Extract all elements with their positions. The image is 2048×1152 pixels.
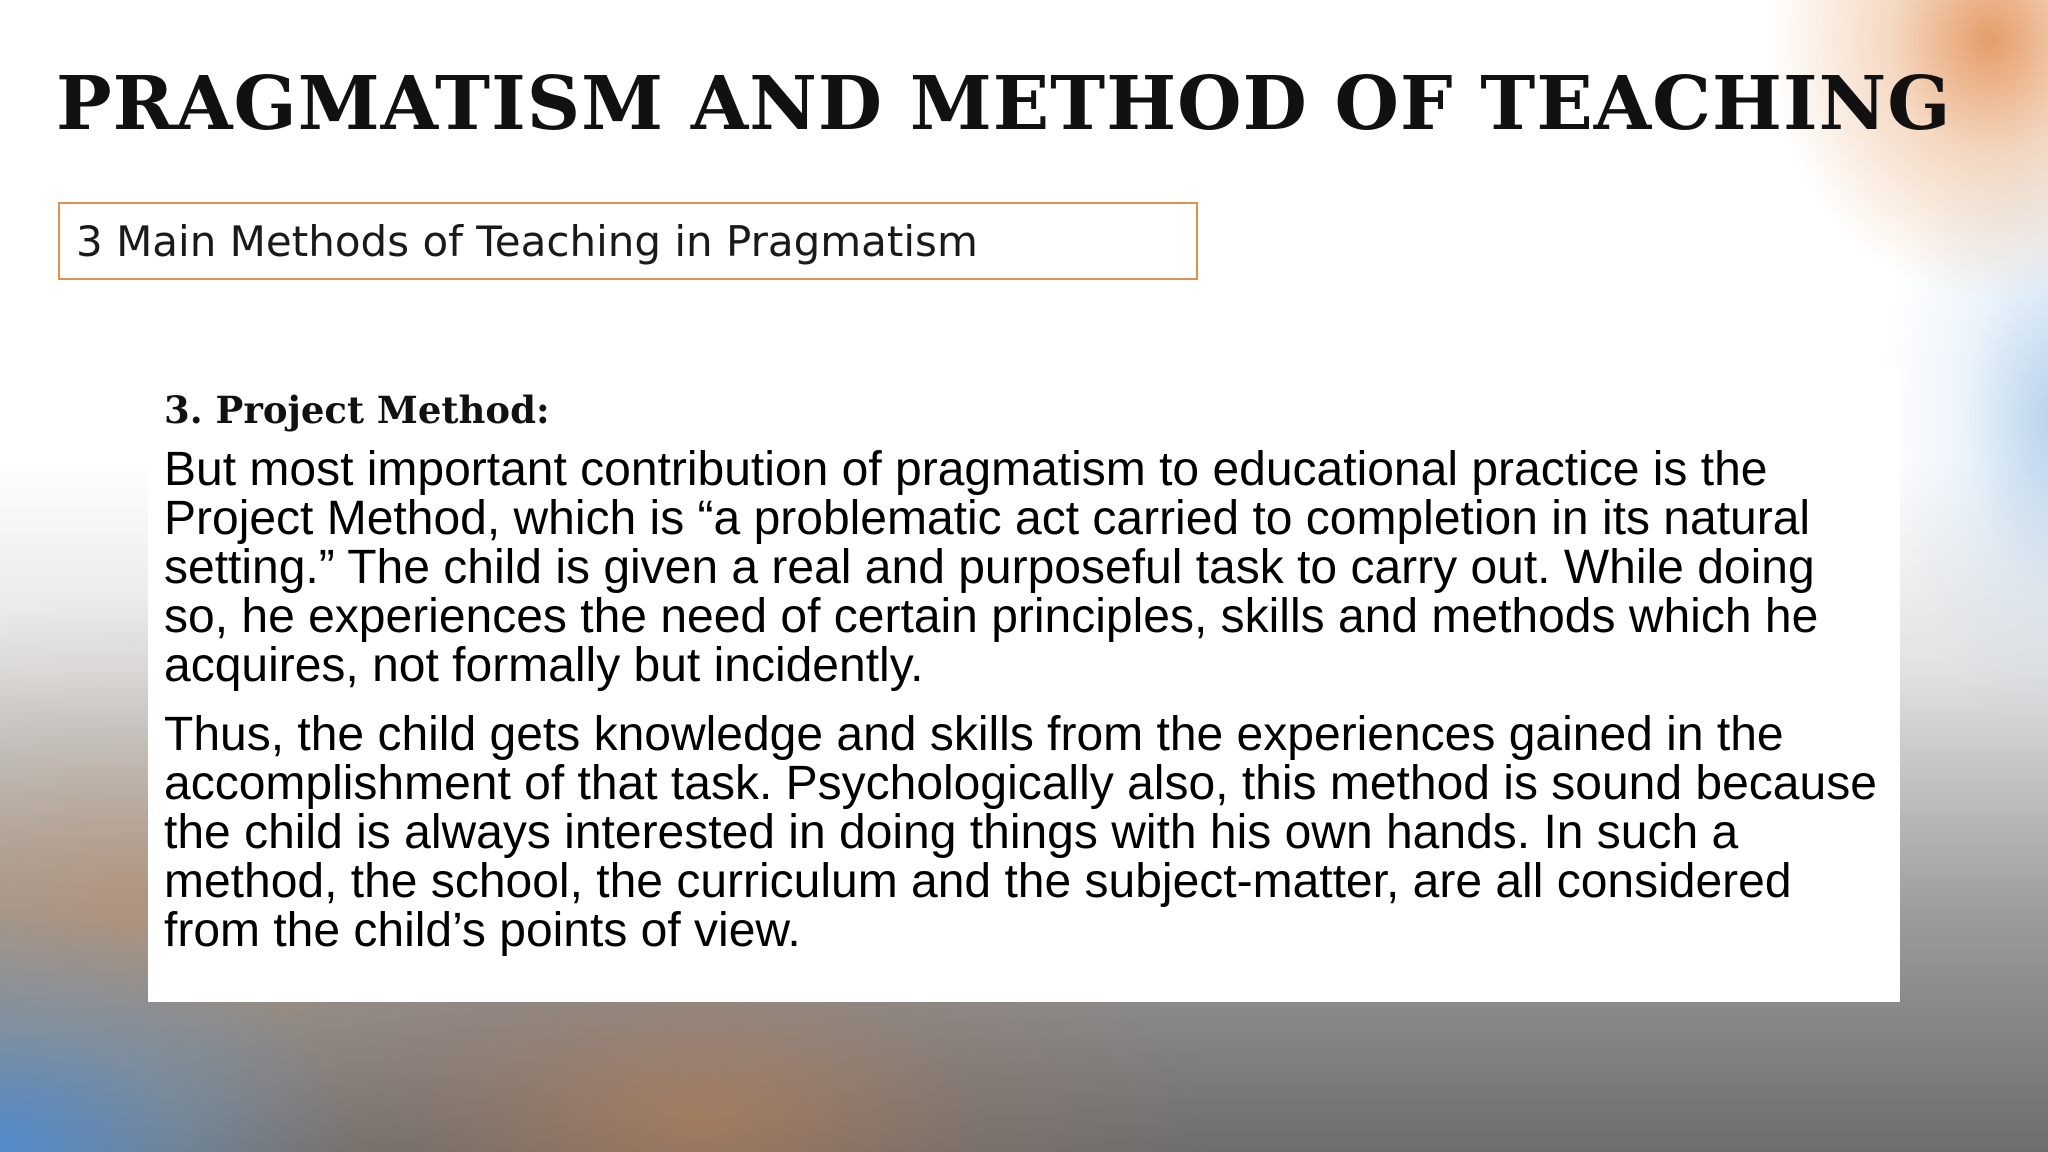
paragraph-1: But most important contribution of pragmatism to educational practice is the Project Method, which is “a problematic act carried to completion in its natural setting.” The child is given a real and purposeful task to carry out. While doing so, he experiences the need of certain principles, skills and methods which he acquires, not formally but incidently. (164, 442, 1819, 692)
section-heading: 3. Project Method: (164, 388, 550, 432)
paragraph-2: Thus, the child gets knowledge and skills from the experiences gained in the accomplishment of that task. Psychologically also, this method is sound because the child is always interested in doing things with his own hands. In such a method, the school, the curriculum and the subject-matter, are all considered from the child’s points of view. (164, 707, 1877, 957)
content-card (148, 368, 1900, 1002)
slide-title: PRAGMATISM AND METHOD OF TEACHING (56, 61, 1952, 147)
subtitle-text: 3 Main Methods of Teaching in Pragmatism (76, 216, 978, 266)
subtitle-box (58, 202, 1198, 280)
